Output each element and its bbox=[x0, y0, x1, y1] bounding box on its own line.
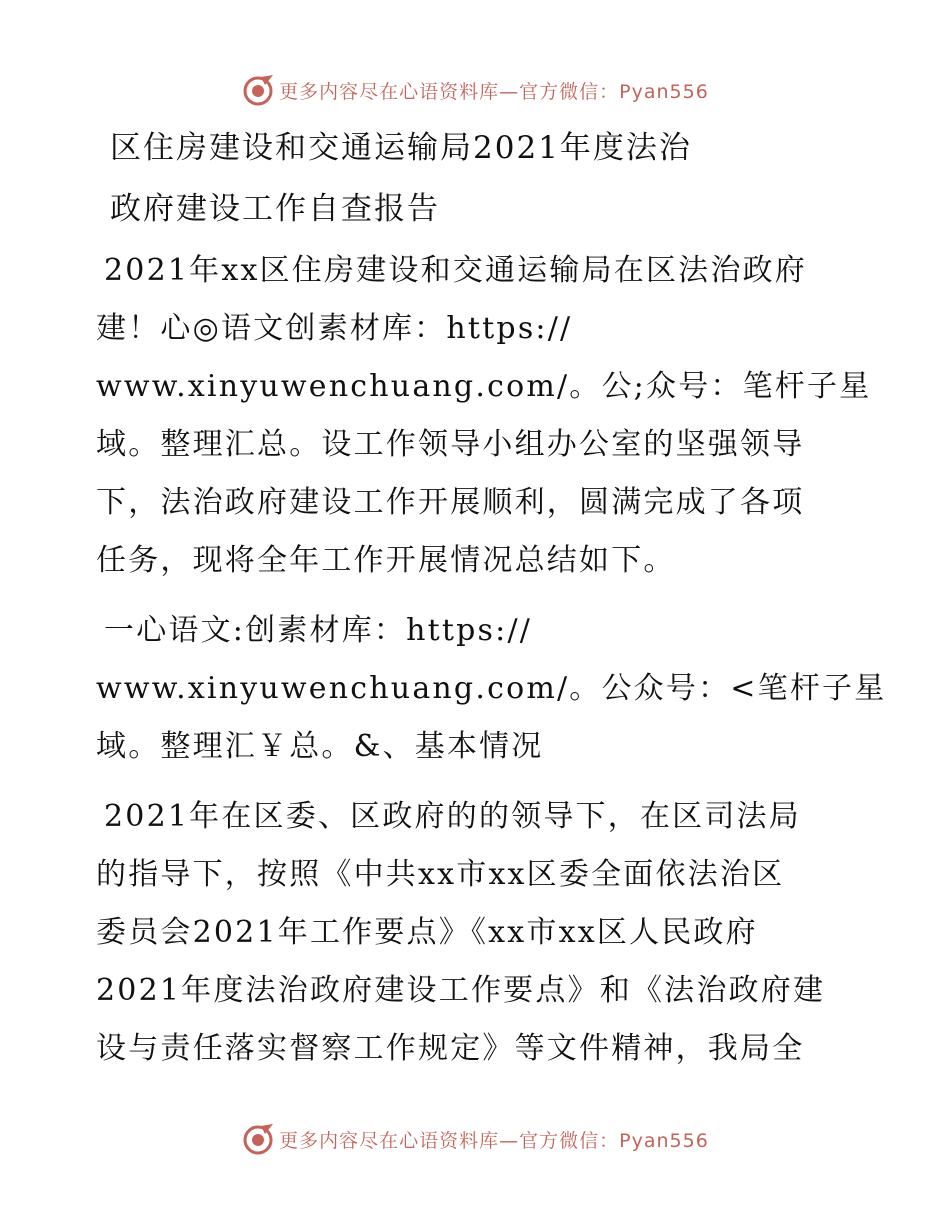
text-line: 的指导下，按照《中共xx市xx区委全面依法治区 bbox=[96, 857, 785, 892]
document-title-line-2: 政府建设工作自查报告 bbox=[110, 191, 440, 227]
text-line: www.xinyuwenchuang.com/。公众号：<笔杆子星 bbox=[96, 671, 887, 706]
header-watermark bbox=[241, 73, 709, 107]
text-line: 域。整理汇总。设工作领导小组办公室的坚强领导 bbox=[96, 427, 805, 462]
text-line: www.xinyuwenchuang.com/。公;众号：笔杆子星 bbox=[96, 369, 872, 404]
text-line: 2021年在区委、区政府的的领导下，在区司法局 bbox=[104, 799, 801, 834]
paragraph-intro bbox=[96, 242, 872, 590]
text-line: 委员会2021年工作要点》《xx市xx区人民政府 bbox=[96, 915, 758, 950]
text-line: 建！心◎语文创素材库：https:// bbox=[96, 311, 573, 346]
text-line: 域。整理汇￥总。&、基本情况 bbox=[96, 729, 544, 764]
paragraph-basic-situation bbox=[96, 788, 866, 1078]
footer-watermark bbox=[241, 1122, 709, 1156]
text-line: 一心语文:创素材库：https:// bbox=[104, 613, 533, 648]
logo-icon bbox=[241, 1122, 275, 1156]
footer-watermark-banner bbox=[0, 1119, 950, 1159]
document-body bbox=[96, 118, 887, 1078]
paragraph-section-heading bbox=[96, 602, 887, 776]
watermark-text: 更多内容尽在心语资料库—官方微信：Pyan556 bbox=[279, 1129, 709, 1152]
text-line: 下，法治政府建设工作开展顺利，圆满完成了各项 bbox=[96, 485, 805, 520]
text-line: 设与责任落实督察工作规定》等文件精神，我局全 bbox=[96, 1031, 805, 1066]
header-watermark-banner bbox=[0, 70, 950, 110]
text-line: 2021年xx区住房建设和交通运输局在区法治政府 bbox=[104, 253, 807, 288]
watermark-text: 更多内容尽在心语资料库—官方微信：Pyan556 bbox=[279, 80, 709, 103]
logo-icon bbox=[241, 73, 275, 107]
text-line: 任务，现将全年工作开展情况总结如下。 bbox=[96, 543, 676, 578]
document-title-line-1: 区住房建设和交通运输局2021年度法治 bbox=[110, 130, 692, 166]
text-line: 2021年度法治政府建设工作要点》和《法治政府建 bbox=[96, 973, 826, 1008]
